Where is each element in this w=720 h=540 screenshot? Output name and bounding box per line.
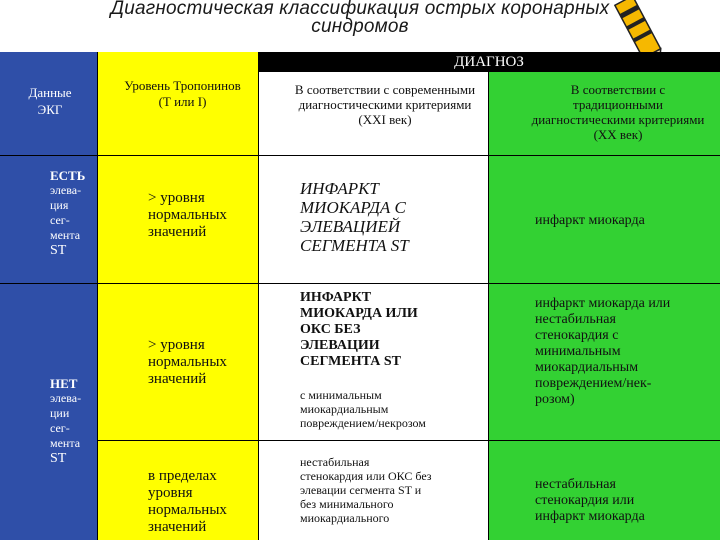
title-line-1: Диагностическая классификация острых коронарных <box>110 0 610 19</box>
nstemi-diagnosis: ИНФАРКТ МИОКАРДА ИЛИ ОКС БЕЗ ЭЛЕВАЦИИ СЕГМЕНТА ST <box>300 290 418 369</box>
troponin-st-present: > уровня нормальных значений <box>148 190 227 240</box>
title-line-2: синдромов <box>311 16 409 37</box>
ecg-header: Данные ЭКГ <box>28 85 72 117</box>
diagnosis-header: ДИАГНОЗ <box>258 52 720 72</box>
ecg-st-present: ЕСТЬ элева- ция сег- мента ST <box>50 168 86 258</box>
troponin-column <box>97 52 258 540</box>
troponin-elevated-no-st: > уровня нормальных значений <box>148 337 227 387</box>
traditional-criteria-header: В соответствии с традиционными диагностическими критериями (XX век) <box>531 82 705 142</box>
stemi-diagnosis: ИНФАРКТ МИОКАРДА С ЭЛЕВАЦИЕЙ СЕГМЕНТА ST <box>300 179 409 255</box>
unstable-angina-diagnosis: нестабильная стенокардия или ОКС без элевации сегмента ST и без минимального миокардиального <box>300 455 432 525</box>
troponin-normal: в пределах уровня нормальных значений <box>148 468 227 535</box>
nstemi-diagnosis-detail: с минимальным миокардиальным повреждением/некрозом <box>300 388 426 430</box>
traditional-elevated-no-st: инфаркт миокарда или нестабильная стенокардия с минимальным миокардиальным повреждением/нек- розом) <box>535 296 671 407</box>
ecg-st-absent: НЕТ элева- ции сег- мента ST <box>50 376 82 466</box>
troponin-header: Уровень Тропонинов (Т или I) <box>124 78 241 109</box>
modern-criteria-header: В соответствии с современными диагностическими критериями (XXI век) <box>294 82 476 127</box>
traditional-st-present: инфаркт миокарда <box>535 213 645 228</box>
traditional-normal: нестабильная стенокардия или инфаркт миокарда <box>535 477 645 524</box>
